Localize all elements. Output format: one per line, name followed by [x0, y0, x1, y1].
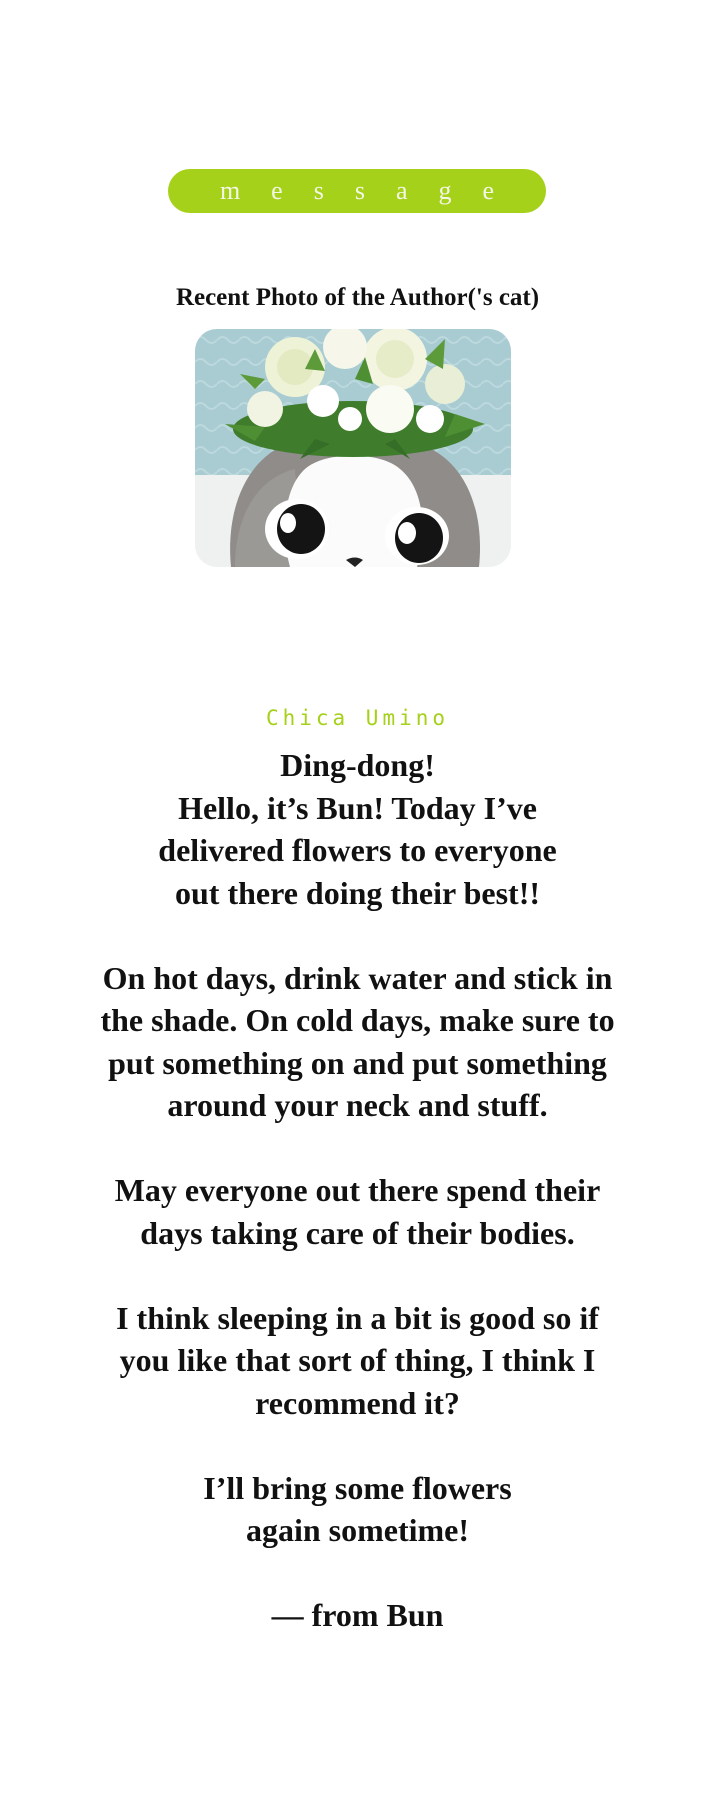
message-header-pill [168, 169, 546, 213]
photo-caption: Recent Photo of the Author('s cat) [175, 284, 540, 311]
paragraph-sleep [0, 1297, 715, 1425]
author-cat-photo [195, 329, 511, 567]
message-line: recommend it? [255, 1384, 460, 1421]
message-line: Hello, it’s Bun! Today I’ve [178, 789, 537, 826]
paragraph-wishes [0, 1169, 715, 1254]
cat-with-flower-crown-photo [195, 329, 511, 567]
message-line: I’ll bring some flowers [203, 1469, 512, 1506]
message-line: May everyone out there spend their [114, 1172, 601, 1208]
message-line: I think sleeping in a bit is good so if [116, 1299, 599, 1336]
message-body [0, 744, 715, 1637]
paragraph-flowers [0, 1467, 715, 1552]
message-line: out there doing their best!! [174, 874, 540, 911]
paragraph-weather [0, 957, 715, 1127]
paragraph-greeting [0, 744, 715, 914]
message-line: delivered flowers to everyone [158, 832, 557, 868]
message-line: Ding-dong! [280, 747, 435, 783]
message-line: again sometime! [245, 1512, 470, 1548]
message-line: you like that sort of thing, I think I [119, 1342, 596, 1378]
message-line: On hot days, drink water and stick in [102, 959, 613, 996]
message-line: put something on and put something [108, 1044, 607, 1081]
message-line: around your neck and stuff. [167, 1087, 548, 1123]
signature: — from Bun [271, 1597, 444, 1633]
message-header-label: message [219, 176, 526, 205]
message-line: days taking care of their bodies. [140, 1214, 575, 1251]
message-line: the shade. On cold days, make sure to [100, 1002, 615, 1038]
author-name: Chica Umino [265, 706, 450, 730]
